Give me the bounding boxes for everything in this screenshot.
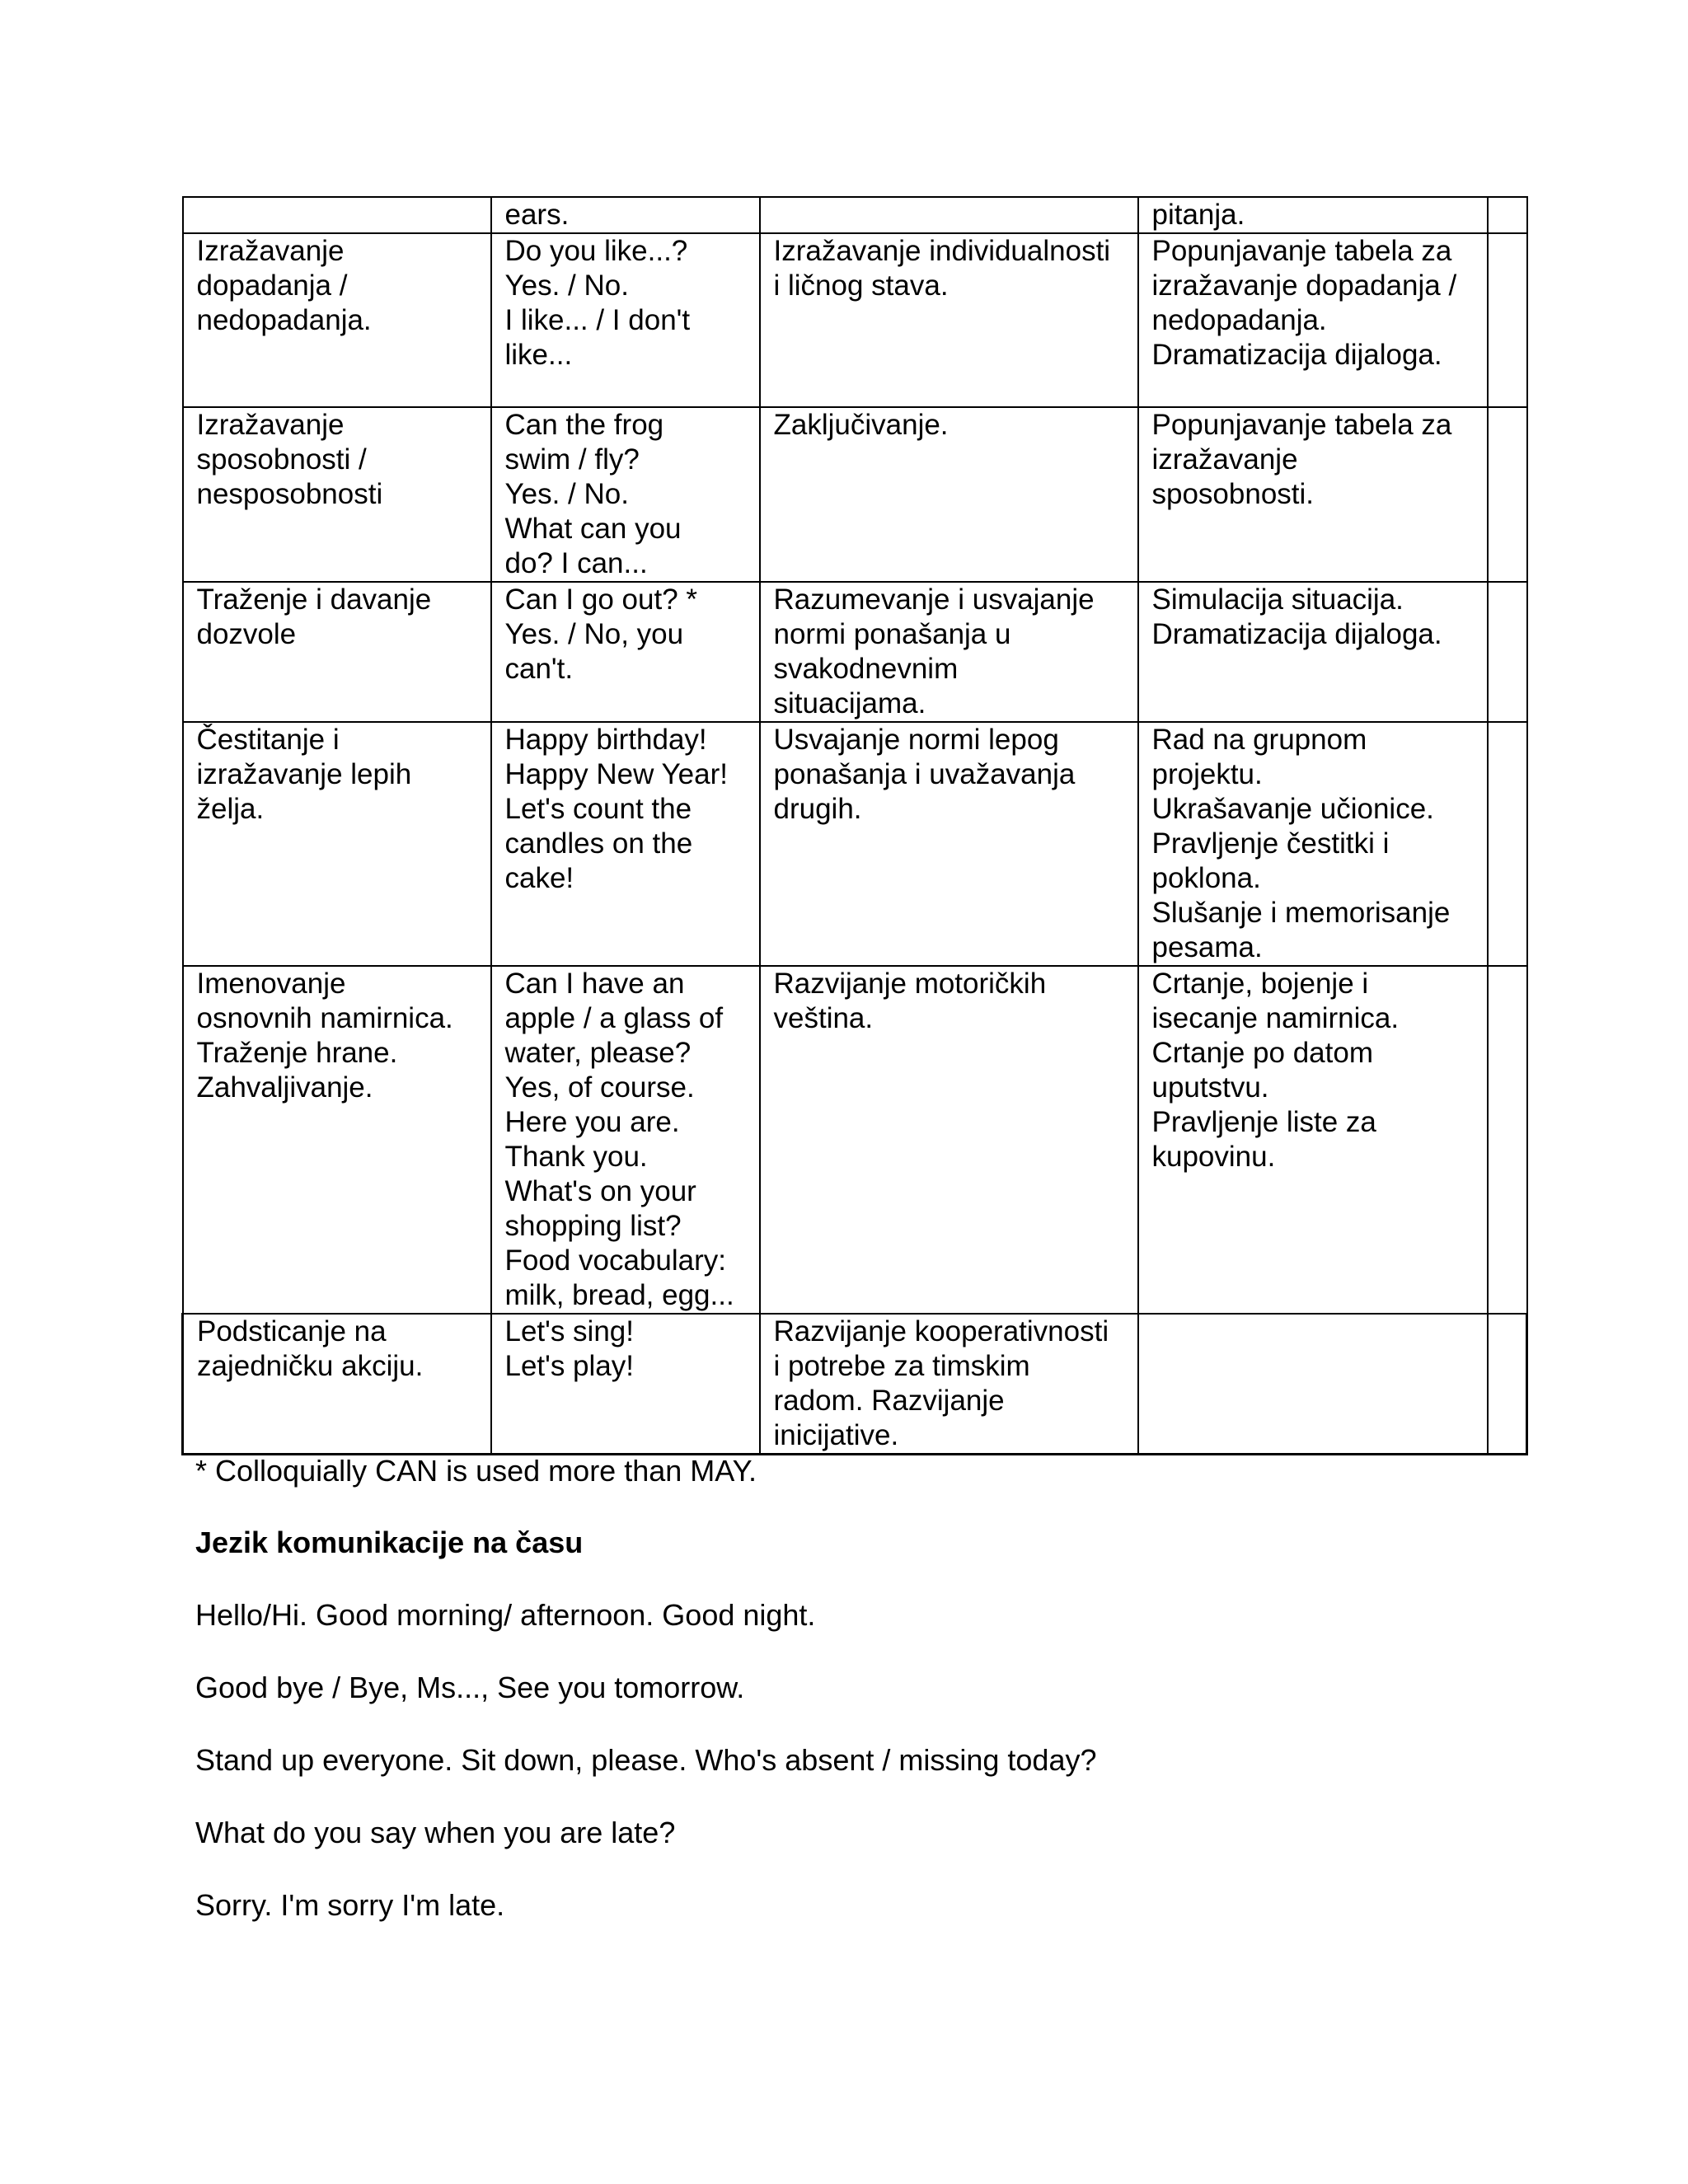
cell-line: svakodnevnim: [773, 653, 959, 685]
cell-line: Happy New Year!: [504, 758, 728, 790]
section-heading: Jezik komunikacije na času: [195, 1526, 584, 1559]
cell-line: inicijative.: [773, 1419, 899, 1451]
table-row: [183, 582, 1527, 722]
cell-line: Rad na grupnom: [1151, 724, 1367, 756]
cell-line: nesposobnosti: [196, 478, 383, 510]
cell-educational-goals: [760, 582, 1138, 722]
cell-line: Can the frog: [504, 409, 664, 441]
cell-activities: [1138, 233, 1488, 407]
cell-line: osnovnih namirnica.: [196, 1002, 453, 1034]
cell-language-examples: [491, 582, 760, 722]
cell-line: sposobnosti /: [196, 443, 367, 476]
cell-line: Pravljenje liste za: [1151, 1106, 1376, 1138]
cell-line: What's on your: [504, 1175, 696, 1207]
cell-activities: [1138, 1314, 1488, 1455]
cell-educational-goals: [760, 722, 1138, 966]
cell-line: shopping list?: [504, 1210, 682, 1242]
cell-line: I like... / I don't: [504, 304, 691, 336]
cell-line: isecanje namirnica.: [1151, 1002, 1400, 1034]
cell-line: swim / fly?: [504, 443, 640, 476]
cell-line: Yes. / No.: [504, 269, 629, 302]
cell-line: Yes, of course.: [504, 1071, 695, 1104]
phrase-line: What do you say when you are late?: [195, 1816, 676, 1849]
cell-line: Razvijanje kooperativnosti: [773, 1315, 1109, 1347]
cell-line: radom. Razvijanje: [773, 1385, 1005, 1417]
cell-line: What can you: [504, 513, 682, 545]
cell-educational-goals: [760, 966, 1138, 1314]
table-row: [183, 407, 1527, 582]
cell-communicative-function: [183, 233, 491, 407]
cell-line: Dramatizacija dijaloga.: [1151, 339, 1442, 371]
cell-line: kupovinu.: [1151, 1141, 1276, 1173]
cell-line: Izražavanje: [196, 409, 345, 441]
cell-line: drugih.: [773, 793, 862, 825]
cell-line: normi ponašanja u: [773, 618, 1011, 650]
cell-line: Happy birthday!: [504, 724, 707, 756]
cell-language-examples: [491, 966, 760, 1314]
table-row: [183, 966, 1527, 1314]
cell-line: nedopadanja.: [196, 304, 372, 336]
cell-narrow-column: [1488, 197, 1527, 233]
cell-narrow-column: [1488, 582, 1527, 722]
phrase-line: Sorry. I'm sorry I'm late.: [195, 1888, 505, 1922]
cell-educational-goals: [760, 1314, 1138, 1455]
cell-line: Let's count the: [504, 793, 692, 825]
cell-line: water, please?: [504, 1037, 692, 1069]
cell-line: pesama.: [1151, 931, 1263, 963]
table-row: [183, 1314, 1527, 1455]
cell-line: uputstvu.: [1151, 1071, 1269, 1104]
phrase-line: Stand up everyone. Sit down, please. Who's absent / missing today?: [195, 1743, 1097, 1777]
cell-language-examples: [491, 722, 760, 966]
cell-line: Simulacija situacija.: [1151, 583, 1404, 616]
cell-line: Izražavanje individualnosti: [773, 235, 1111, 267]
cell-line: can't.: [504, 653, 574, 685]
cell-line: dozvole: [196, 618, 297, 650]
cell-line: Crtanje po datom: [1151, 1037, 1373, 1069]
cell-line: Izražavanje: [196, 235, 345, 267]
table-row: [183, 233, 1527, 407]
cell-line: ponašanja i uvažavanja: [773, 758, 1076, 790]
cell-activities: [1138, 582, 1488, 722]
cell-line: Razumevanje i usvajanje: [773, 583, 1095, 616]
cell-communicative-function: [183, 722, 491, 966]
cell-line: Can I go out? *: [504, 583, 697, 616]
cell-line: Let's sing!: [504, 1315, 634, 1347]
cell-communicative-function: [183, 966, 491, 1314]
cell-line: izražavanje dopadanja /: [1151, 269, 1457, 302]
cell-educational-goals: [760, 407, 1138, 582]
cell-line: Traženje i davanje: [196, 583, 432, 616]
cell-line: Usvajanje normi lepog: [773, 724, 1059, 756]
cell-communicative-function: [183, 197, 491, 233]
cell-line: Yes. / No.: [504, 478, 629, 510]
cell-line: Crtanje, bojenje i: [1151, 968, 1369, 1000]
cell-line: Razvijanje motoričkih: [773, 968, 1047, 1000]
footnote: * Colloquially CAN is used more than MAY.: [195, 1454, 757, 1488]
cell-line: cake!: [504, 862, 574, 894]
phrase-line: Good bye / Bye, Ms..., See you tomorrow.: [195, 1671, 745, 1704]
cell-line: Food vocabulary:: [504, 1244, 726, 1277]
table-row: [183, 722, 1527, 966]
cell-language-examples: [491, 197, 760, 233]
cell-line: apple / a glass of: [504, 1002, 724, 1034]
cell-line: Dramatizacija dijaloga.: [1151, 618, 1442, 650]
cell-line: poklona.: [1151, 862, 1261, 894]
cell-line: Here you are.: [504, 1106, 680, 1138]
cell-line: Zahvaljivanje.: [196, 1071, 373, 1104]
cell-line: like...: [504, 339, 573, 371]
cell-line: Can I have an: [504, 968, 685, 1000]
cell-language-examples: [491, 1314, 760, 1455]
cell-line: pitanja.: [1151, 199, 1245, 231]
cell-line: milk, bread, egg...: [504, 1279, 734, 1311]
cell-educational-goals: [760, 197, 1138, 233]
cell-line: ears.: [504, 199, 570, 231]
cell-communicative-function: [183, 407, 491, 582]
cell-line: Zaključivanje.: [773, 409, 949, 441]
cell-narrow-column: [1488, 407, 1527, 582]
cell-line: Čestitanje i: [196, 724, 340, 756]
cell-line: veština.: [773, 1002, 874, 1034]
table-row: [183, 197, 1527, 233]
cell-line: projektu.: [1151, 758, 1263, 790]
cell-line: Do you like...?: [504, 235, 688, 267]
cell-line: i potrebe za timskim: [773, 1350, 1030, 1382]
cell-line: Ukrašavanje učionice.: [1151, 793, 1434, 825]
cell-activities: [1138, 966, 1488, 1314]
curriculum-table: [181, 196, 1528, 1455]
cell-line: nedopadanja.: [1151, 304, 1327, 336]
cell-narrow-column: [1488, 722, 1527, 966]
cell-line: situacijama.: [773, 687, 926, 719]
cell-line: Let's play!: [504, 1350, 634, 1382]
cell-language-examples: [491, 233, 760, 407]
cell-activities: [1138, 407, 1488, 582]
cell-narrow-column: [1488, 1314, 1527, 1455]
cell-activities: [1138, 197, 1488, 233]
cell-communicative-function: [183, 1314, 491, 1455]
cell-line: Popunjavanje tabela za: [1151, 235, 1452, 267]
cell-line: i ličnog stava.: [773, 269, 949, 302]
cell-line: dopadanja /: [196, 269, 348, 302]
cell-line: Imenovanje: [196, 968, 346, 1000]
cell-educational-goals: [760, 233, 1138, 407]
cell-narrow-column: [1488, 966, 1527, 1314]
cell-line: Traženje hrane.: [196, 1037, 398, 1069]
cell-line: candles on the: [504, 827, 693, 860]
cell-communicative-function: [183, 582, 491, 722]
phrase-line: Hello/Hi. Good morning/ afternoon. Good night.: [195, 1598, 816, 1632]
cell-line: želja.: [196, 793, 265, 825]
curriculum-table-body: [183, 197, 1527, 1455]
cell-activities: [1138, 722, 1488, 966]
cell-line: izražavanje lepih: [196, 758, 412, 790]
cell-line: Slušanje i memorisanje: [1151, 897, 1451, 929]
cell-line: Podsticanje na: [197, 1315, 387, 1347]
cell-language-examples: [491, 407, 760, 582]
cell-line: Pravljenje čestitki i: [1151, 827, 1390, 860]
cell-line: Popunjavanje tabela za: [1151, 409, 1452, 441]
cell-line: Yes. / No, you: [504, 618, 684, 650]
cell-line: Thank you.: [504, 1141, 648, 1173]
cell-narrow-column: [1488, 233, 1527, 407]
cell-line: zajedničku akciju.: [197, 1350, 424, 1382]
cell-line: sposobnosti.: [1151, 478, 1315, 510]
cell-line: izražavanje: [1151, 443, 1298, 476]
cell-line: do? I can...: [504, 547, 648, 579]
